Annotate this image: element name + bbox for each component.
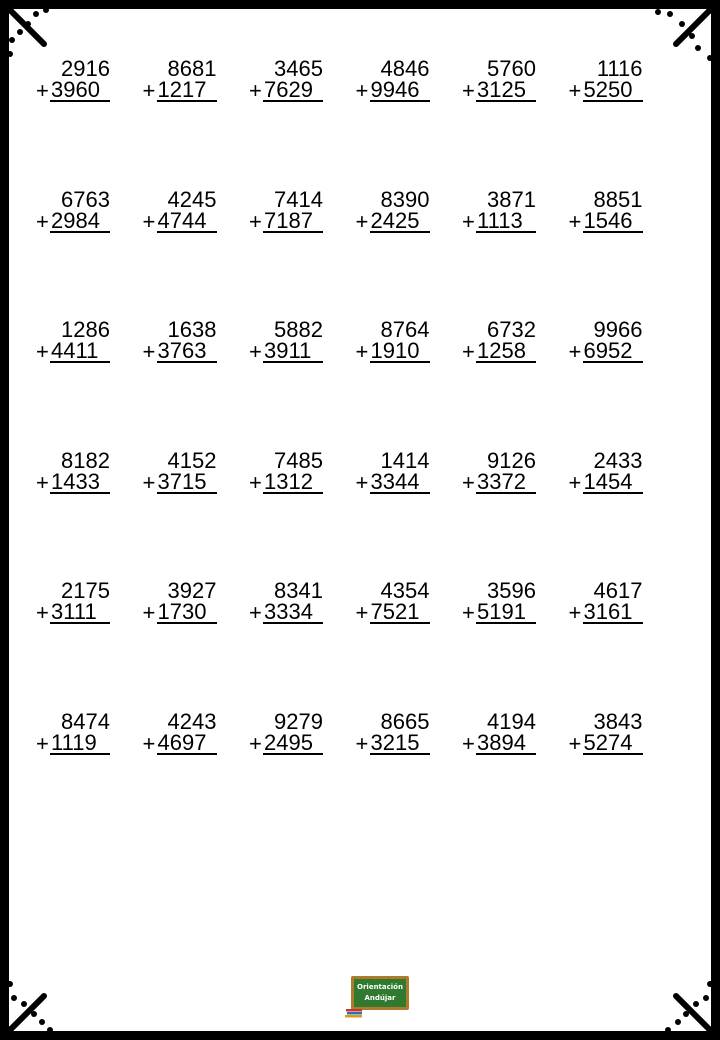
addition-problem [567, 319, 647, 379]
addend-bottom: 1258 [476, 341, 536, 363]
corner-ornament-top-right [654, 6, 714, 66]
addend-top: 8341 [274, 578, 323, 603]
addend-top: 9966 [593, 317, 643, 342]
addend-top: 1414 [380, 447, 430, 473]
addend-top: 8390 [380, 186, 430, 212]
addend-top: 4152 [167, 447, 217, 473]
addition-problem [34, 319, 114, 379]
addition-problem [567, 580, 647, 640]
addend-top: 3596 [487, 578, 536, 603]
addition-problem [141, 708, 221, 771]
plus-sign: + [142, 469, 156, 495]
addition-problem [460, 580, 540, 640]
addition-problem [34, 708, 114, 771]
addition-problem [141, 186, 221, 249]
addend-bottom: 3894 [476, 733, 536, 755]
addend-bottom: 3960 [50, 80, 110, 102]
addend-top: 6732 [487, 317, 536, 342]
addend-bottom: 3763 [157, 341, 217, 363]
addend-bottom: 4411 [50, 341, 110, 363]
addend-top: 8182 [61, 447, 110, 473]
addend-top: 4243 [167, 708, 217, 734]
addend-bottom: 1454 [583, 472, 643, 494]
plus-sign: + [36, 600, 49, 625]
addend-bottom: 1546 [583, 211, 643, 233]
books-icon [345, 1008, 365, 1018]
plus-sign: + [142, 78, 156, 103]
addend-top: 8681 [167, 56, 217, 81]
corner-ornament-bottom-left [6, 974, 66, 1034]
addition-problem [460, 447, 540, 510]
addition-problem [247, 186, 327, 249]
addend-top: 6763 [61, 186, 110, 212]
addend-bottom: 3372 [476, 472, 536, 494]
addition-problem [567, 186, 647, 249]
addend-bottom: 7629 [263, 80, 323, 102]
addend-bottom: 1730 [157, 602, 217, 624]
plus-sign: + [142, 208, 156, 234]
addend-bottom: 3125 [476, 80, 536, 102]
addend-bottom: 1113 [476, 211, 536, 233]
addend-bottom: 2984 [50, 211, 110, 233]
plus-sign: + [36, 730, 49, 756]
plus-sign: + [142, 730, 156, 756]
addition-problem [247, 447, 327, 510]
addend-top: 2175 [61, 578, 110, 603]
addend-top: 1286 [61, 317, 110, 342]
addend-bottom: 3715 [157, 472, 217, 494]
addend-top: 9279 [274, 708, 323, 734]
plus-sign: + [142, 339, 156, 364]
plus-sign: + [249, 600, 262, 625]
addition-problem [567, 708, 647, 771]
addend-bottom: 6952 [583, 341, 643, 363]
addend-bottom: 3911 [263, 341, 323, 363]
addend-top: 4194 [487, 708, 536, 734]
plus-sign: + [355, 730, 369, 756]
addend-top: 1638 [167, 317, 217, 342]
addition-problem [354, 319, 434, 379]
addend-top: 1116 [596, 56, 643, 81]
addition-problem [460, 58, 540, 118]
plus-sign: + [355, 78, 369, 103]
addend-bottom: 4697 [157, 733, 217, 755]
addend-bottom: 7187 [263, 211, 323, 233]
addition-problem [354, 447, 434, 510]
addend-bottom: 1119 [50, 733, 110, 755]
plus-sign: + [462, 469, 475, 495]
logo-line-1: Orientación [357, 983, 403, 991]
plus-sign: + [249, 469, 262, 495]
addend-bottom: 3215 [370, 733, 430, 755]
addend-bottom: 3111 [50, 602, 110, 624]
addend-top: 3927 [167, 578, 217, 603]
addition-problem [34, 58, 114, 118]
plus-sign: + [462, 600, 475, 625]
addition-problem [141, 319, 221, 379]
addend-bottom: 2425 [370, 211, 430, 233]
addend-top: 2916 [61, 56, 110, 81]
addition-problem-grid [34, 58, 674, 841]
corner-ornament-top-left [6, 6, 66, 66]
addend-bottom: 1217 [157, 80, 217, 102]
logo-line-2: Andújar [364, 994, 396, 1002]
addition-problem [354, 708, 434, 771]
addend-bottom: 5191 [476, 602, 536, 624]
addend-top: 3871 [487, 186, 536, 212]
plus-sign: + [249, 208, 262, 234]
addition-problem [567, 58, 647, 118]
plus-sign: + [462, 78, 475, 103]
addend-bottom: 5274 [583, 733, 643, 755]
addend-top: 4245 [167, 186, 217, 212]
plus-sign: + [36, 78, 49, 103]
addition-problem [460, 708, 540, 771]
plus-sign: + [142, 600, 156, 625]
addition-problem [354, 186, 434, 249]
addend-top: 4846 [380, 56, 430, 81]
addition-problem [34, 580, 114, 640]
addition-problem [354, 580, 434, 640]
addition-problem [247, 580, 327, 640]
plus-sign: + [249, 78, 262, 103]
plus-sign: + [568, 600, 582, 625]
addend-top: 8851 [593, 186, 643, 212]
addend-top: 5882 [274, 317, 323, 342]
addition-problem [34, 186, 114, 249]
addend-bottom: 1433 [50, 472, 110, 494]
plus-sign: + [462, 339, 475, 364]
plus-sign: + [36, 469, 49, 495]
addend-bottom: 3344 [370, 472, 430, 494]
addend-bottom: 4744 [157, 211, 217, 233]
addition-problem [34, 447, 114, 510]
plus-sign: + [355, 208, 369, 234]
plus-sign: + [568, 78, 582, 103]
plus-sign: + [568, 730, 582, 756]
addition-problem [141, 447, 221, 510]
addition-problem [247, 319, 327, 379]
addend-top: 4617 [593, 578, 643, 603]
addend-bottom: 3161 [583, 602, 643, 624]
addend-top: 7414 [274, 186, 323, 212]
addend-bottom: 3334 [263, 602, 323, 624]
addition-problem [460, 186, 540, 249]
addition-problem [141, 58, 221, 118]
plus-sign: + [36, 208, 49, 234]
plus-sign: + [462, 208, 475, 234]
addend-bottom: 2495 [263, 733, 323, 755]
addition-problem [247, 708, 327, 771]
addition-problem [567, 447, 647, 510]
plus-sign: + [249, 730, 262, 756]
addend-top: 3843 [593, 708, 643, 734]
addend-bottom: 1312 [263, 472, 323, 494]
plus-sign: + [355, 469, 369, 495]
orientacion-andujar-logo [345, 976, 411, 1020]
addition-problem [460, 319, 540, 379]
addend-top: 3465 [274, 56, 323, 81]
addition-problem [247, 58, 327, 118]
chalkboard-icon [351, 976, 409, 1010]
plus-sign: + [249, 339, 262, 364]
addend-top: 8764 [380, 317, 430, 342]
addend-bottom: 1910 [370, 341, 430, 363]
addend-top: 7485 [274, 447, 323, 473]
addend-top: 4354 [380, 578, 430, 603]
plus-sign: + [568, 208, 582, 234]
addend-top: 8474 [61, 708, 110, 734]
plus-sign: + [355, 600, 369, 625]
addition-problem [141, 580, 221, 640]
addend-top: 9126 [487, 447, 536, 473]
corner-ornament-bottom-right [654, 974, 714, 1034]
plus-sign: + [36, 339, 49, 364]
addition-problem [354, 58, 434, 118]
plus-sign: + [462, 730, 475, 756]
plus-sign: + [568, 339, 582, 364]
plus-sign: + [355, 339, 369, 364]
addend-top: 2433 [593, 447, 643, 473]
addend-bottom: 5250 [583, 80, 643, 102]
addend-top: 5760 [487, 56, 536, 81]
addend-bottom: 7521 [370, 602, 430, 624]
plus-sign: + [568, 469, 582, 495]
addend-bottom: 9946 [370, 80, 430, 102]
addend-top: 8665 [380, 708, 430, 734]
